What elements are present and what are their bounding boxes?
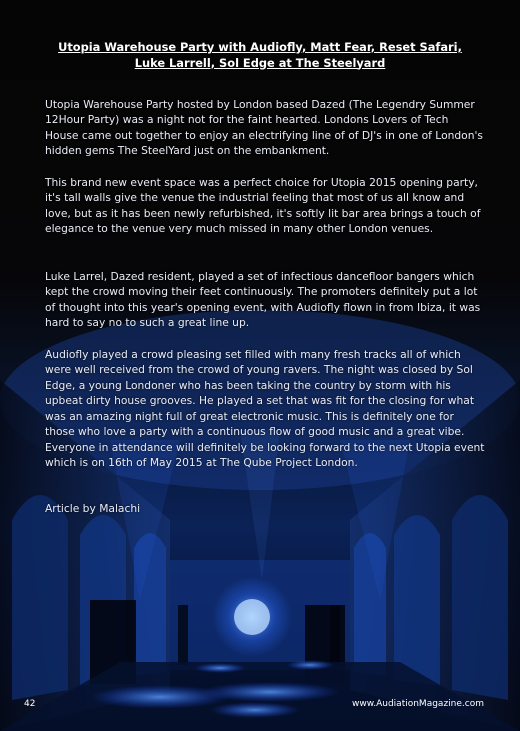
article-title <box>40 40 480 71</box>
magazine-website-link[interactable]: www.AudiationMagazine.com <box>351 699 484 709</box>
article-byline: Article by Malachi <box>45 501 141 515</box>
article-title-line-2: Luke Larrell, Sol Edge at The Steelyard <box>134 55 386 70</box>
article-paragraph-2: This brand new event space was a perfect choice for Utopia 2015 opening party, it's tall walls give the venue the industrial feeling that most of us all know and love, but as it has been newly refurbished, it's softly lit bar area brings a touch of elegance to the venue very much missed in many other London venues. <box>45 175 481 236</box>
article-paragraph-4: Audiofly played a crowd pleasing set filled with many fresh tracks all of which were well received from the crowd of young ravers. The night was closed by Sol Edge, a young Londoner who has been taking the country by storm with his upbeat dirty house grooves. He played a set that was fit for the closing for what was an amazing night full of great electronic music. This is definitely one for those who love a party with a continuous flow of good music and a great vibe. Everyone in attendance will definitely be looking forward to the next Utopia event which is on 16th of May 2015 at The Qube Project London. <box>45 347 485 470</box>
page-number: 42 <box>24 699 36 709</box>
article-title-line-1: Utopia Warehouse Party with Audiofly, Matt Fear, Reset Safari, <box>58 40 462 54</box>
article-paragraph-3: Luke Larrel, Dazed resident, played a set of infectious dancefloor bangers which kept the crowd moving their feet continuously. The promoters definitely put a lot of thought into this year's opening event, with Audiofly flown in from Ibiza, it was hard to say no to such a great line up. <box>45 269 481 330</box>
article-paragraph-1: Utopia Warehouse Party hosted by London based Dazed (The Legendry Summer 12Hour Party) was a night not for the faint hearted. Londons Lovers of Tech House came out together to enjoy an electrifying line of of DJ's in one of London's hidden gems The SteelYard just on the embankment. <box>45 97 483 158</box>
